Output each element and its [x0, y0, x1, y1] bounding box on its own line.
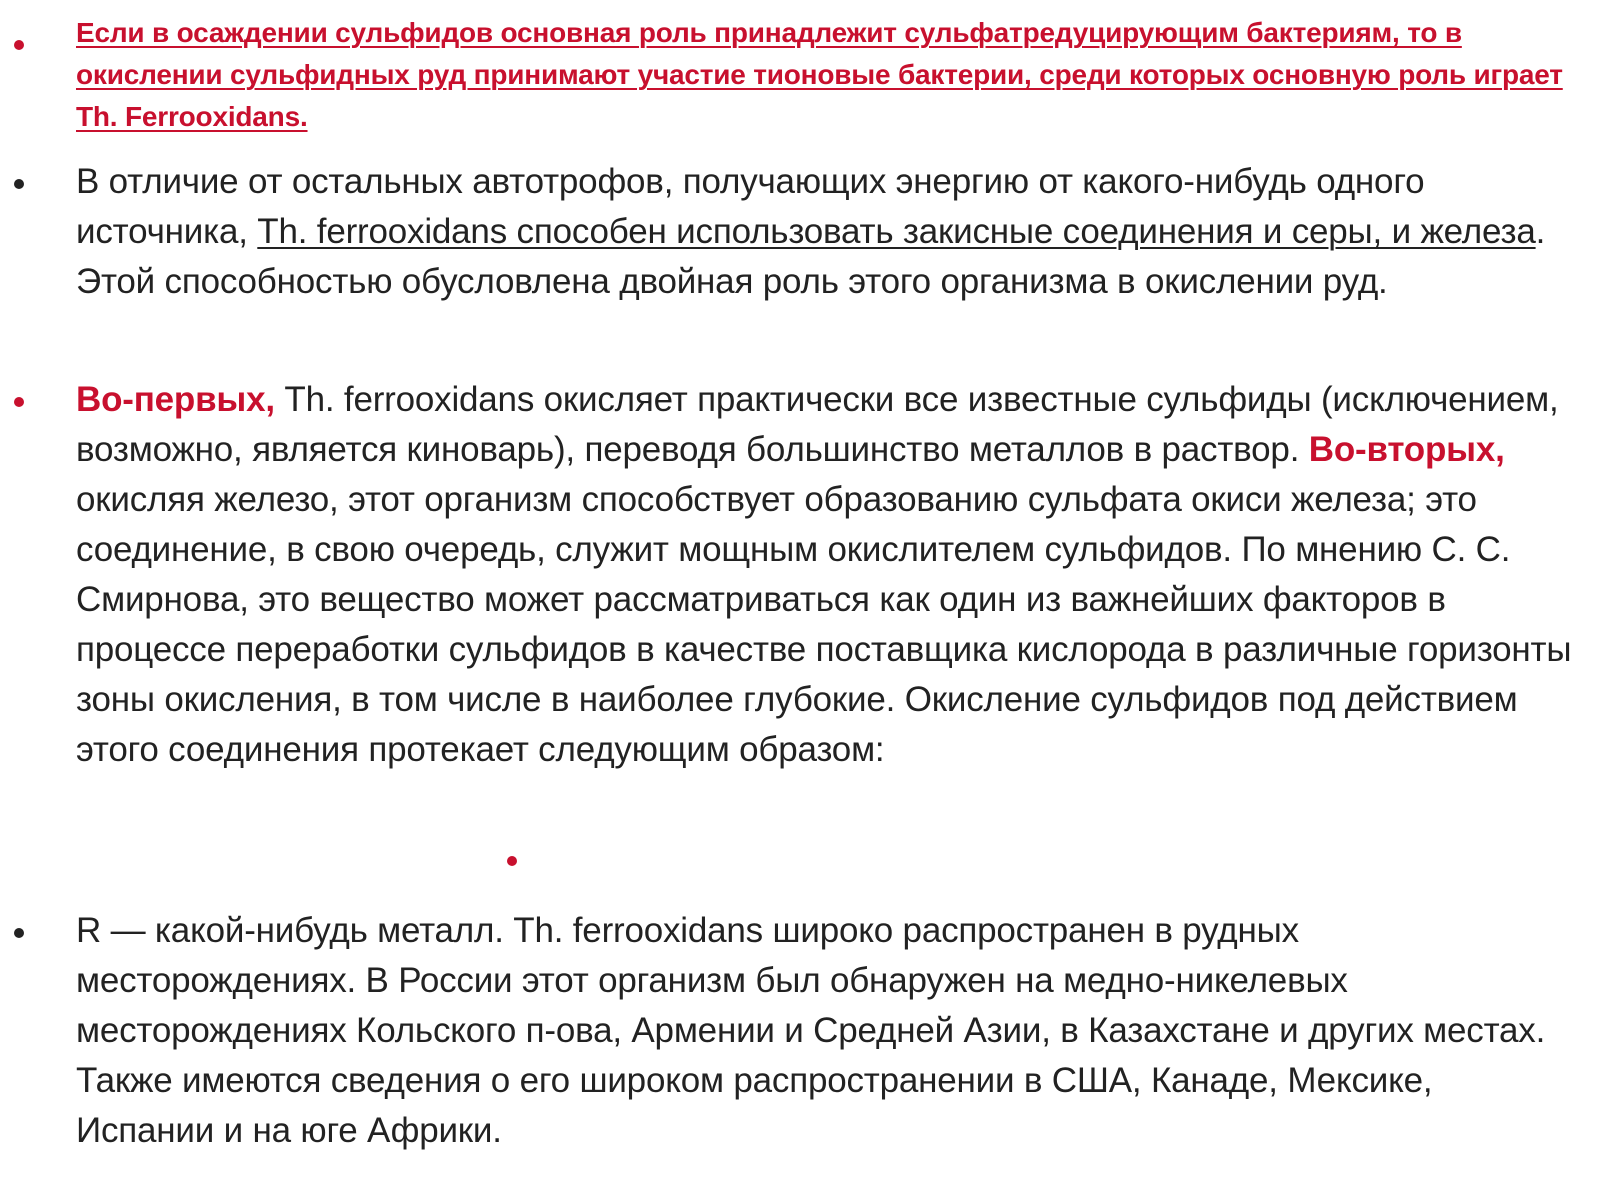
- bullet-dot-icon: [14, 179, 24, 189]
- paragraph-3-text: [76, 375, 1576, 775]
- paragraph-3-part-1: Th. ferrooxidans окисляет практически все известные сульфиды (исключением, возможно, является киноварь), переводя большинство металлов в раствор.: [76, 380, 1559, 469]
- paragraph-2-part-1: В отличие от остальных автотрофов, получающих энергию от какого-нибудь одного источника,: [76, 162, 1425, 251]
- bullet-dot-icon: [14, 397, 24, 407]
- paragraph-1-text: Если в осаждении сульфидов основная роль принадлежит сульфатредуцирующим бактериям, то в окислении сульфидных руд принимают участие тионовые бактерии, среди которых основную роль играет Th. Ferrooxidans.: [76, 17, 1563, 132]
- paragraph-3-part-2: окисляя железо, этот организм способствует образованию сульфата окиси железа; это соединение, в свою очередь, служит мощным окислителем сульфидов. По мнению С. С. Смирнова, это вещество может рассматриваться как один из важнейших факторов в процессе переработки сульфидов в качестве поставщика кислорода в различные горизонты зоны окисления, в том числе в наиболее глубокие. Окисление сульфидов под действием этого соединения протекает следующим образом:: [76, 480, 1572, 769]
- paragraph-2-text: [76, 157, 1576, 307]
- paragraph-2-underlined: Th. ferrooxidans способен использовать закисные соединения и серы, и железа: [257, 212, 1536, 251]
- paragraph-2-part-2: . Этой способностью обусловлена двойная роль этого организма в окислении руд.: [76, 212, 1546, 301]
- paragraph-3-lead-first: Во-первых,: [76, 380, 275, 419]
- bullet-dot-icon: [507, 856, 517, 866]
- formula-row: [0, 838, 1600, 888]
- paragraph-4-text: R — какой-нибудь металл. Th. ferrooxidans широко распространен в рудных месторождениях. В России этот организм был обнаружен на медно-никелевых месторождениях Кольского п-ова, Армении и Средней Азии, в Казахстане и других местах. Также имеются сведения о его широком распространении в США, Канаде, Мексике, Испании и на юге Африки.: [76, 911, 1546, 1150]
- bullet-dot-icon: [14, 40, 24, 50]
- bullet-dot-icon: [14, 928, 24, 938]
- paragraph-3-lead-second: Во-вторых,: [1308, 430, 1505, 469]
